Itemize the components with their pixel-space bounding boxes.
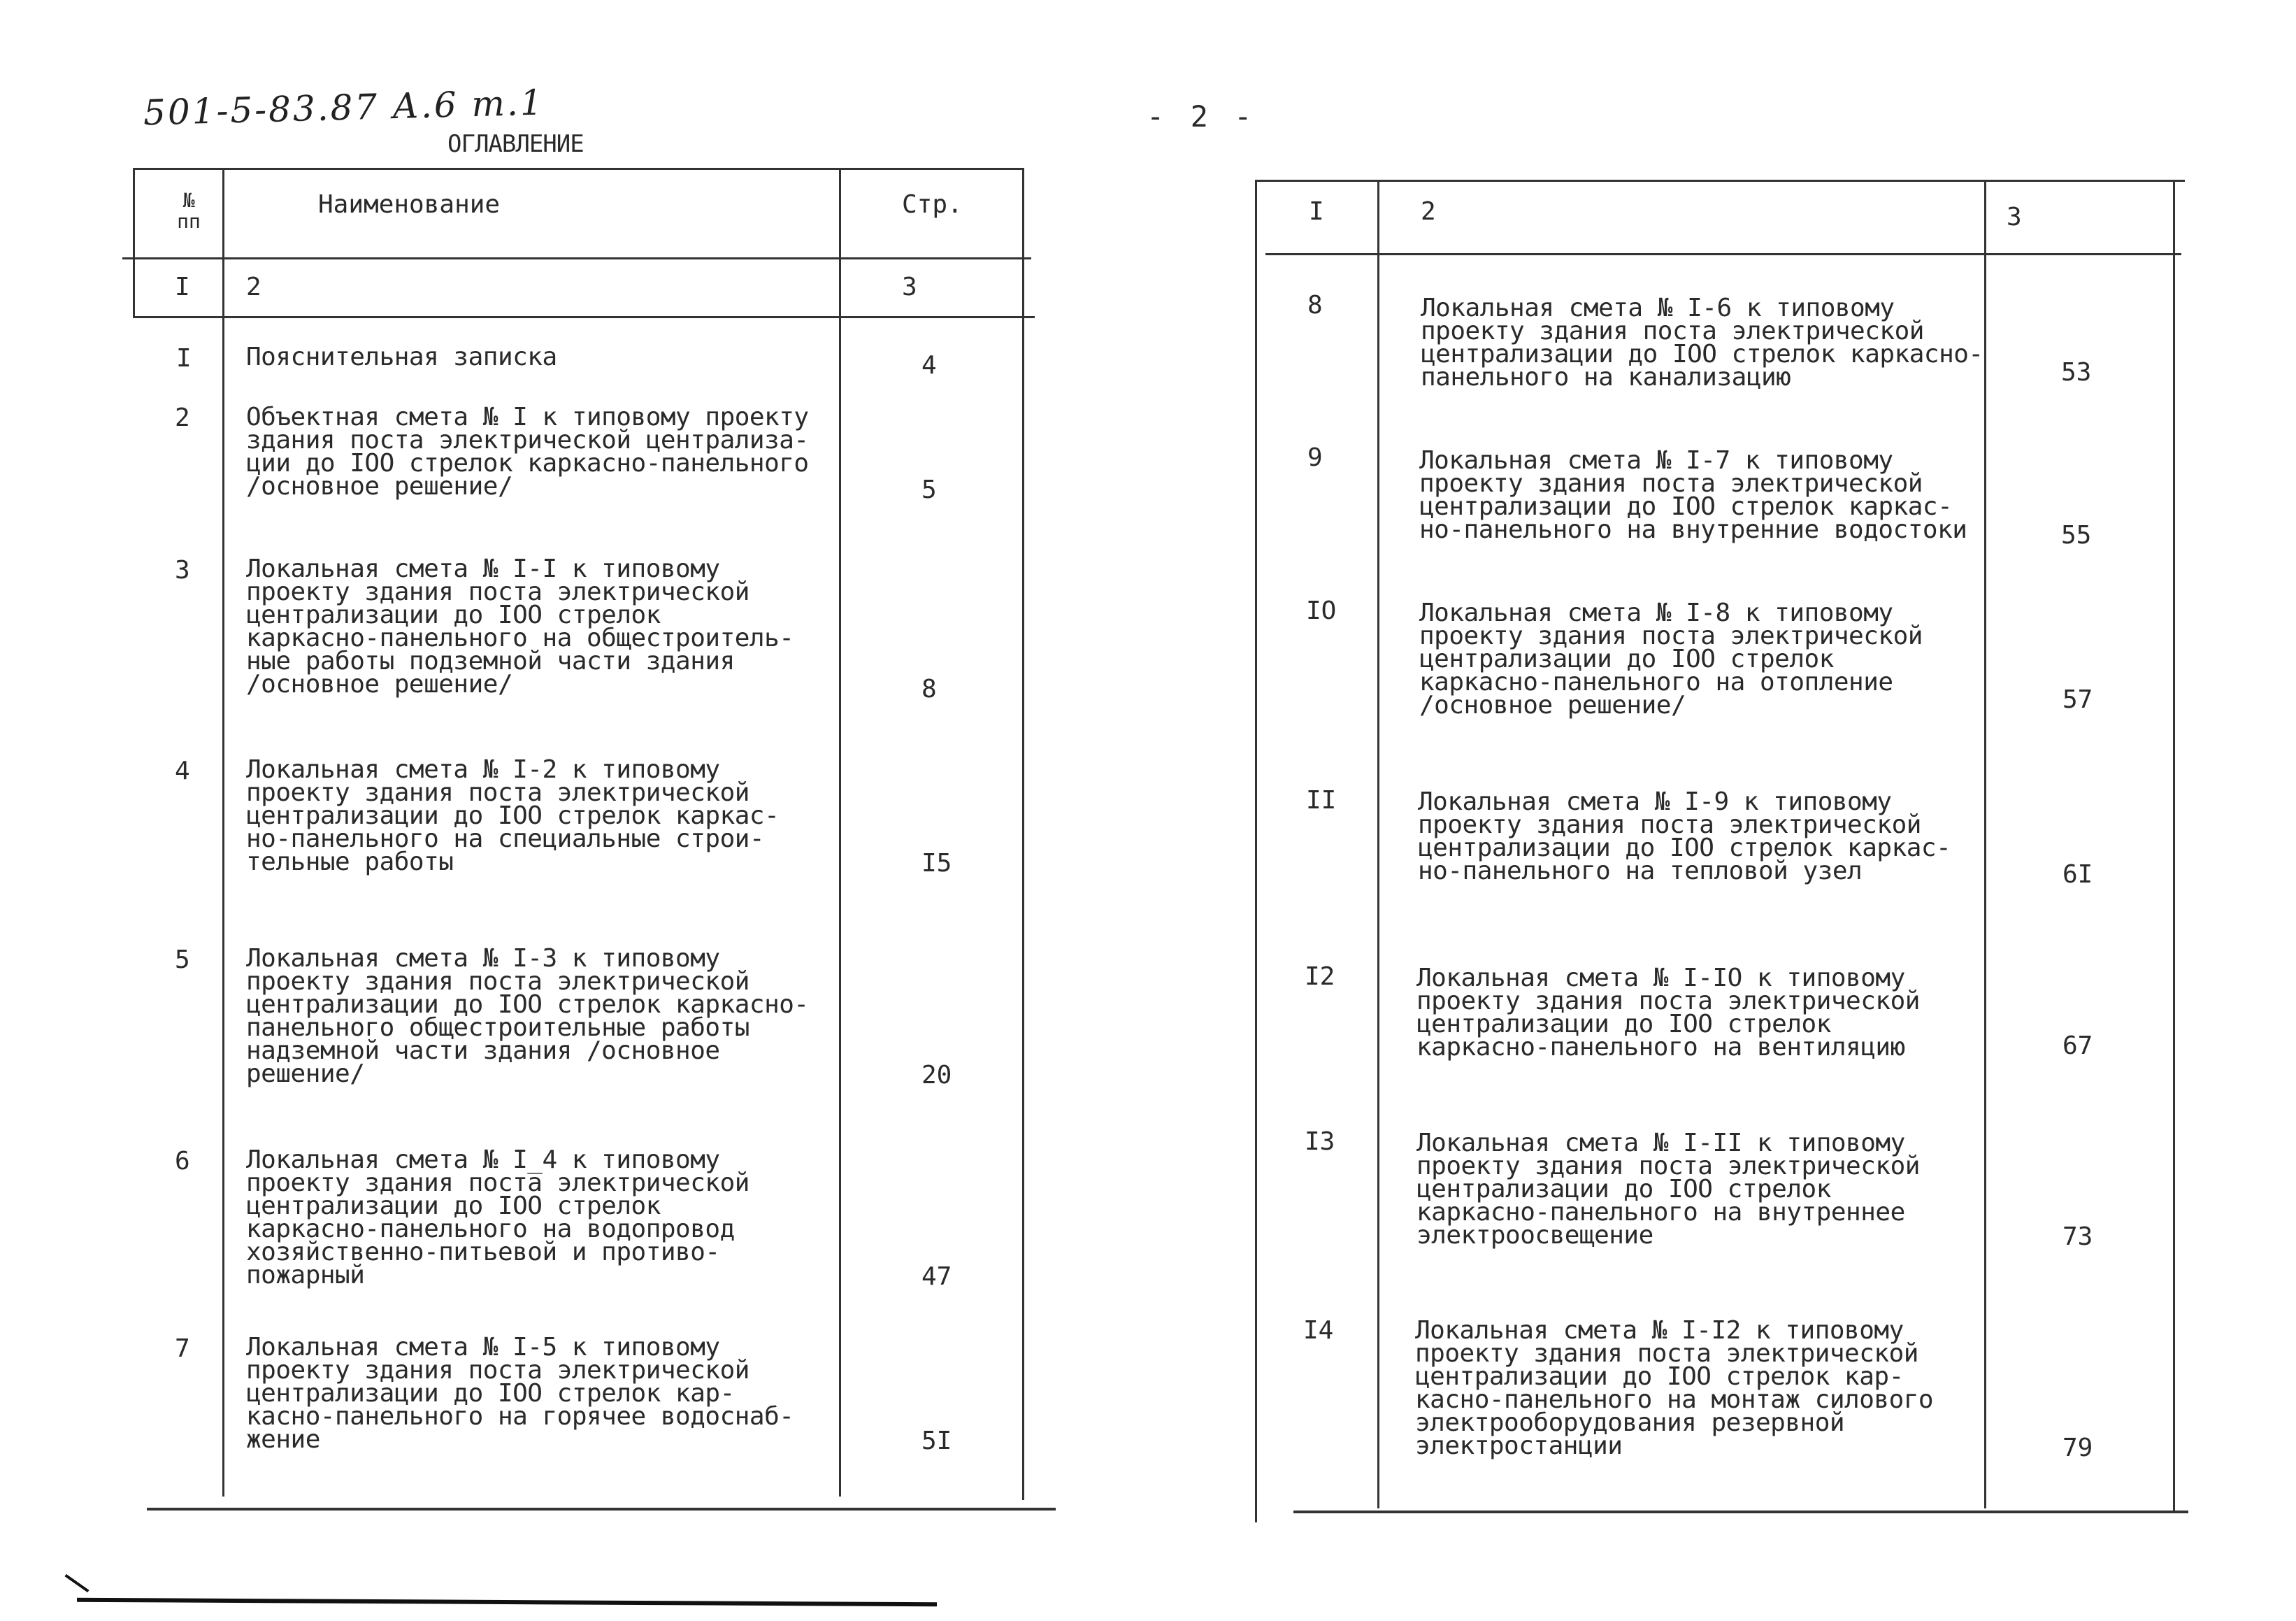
entry-num: I3 (1305, 1127, 1335, 1156)
entry-page: 53 (2061, 358, 2092, 387)
entry-page: 47 (921, 1262, 952, 1291)
entry-num: I4 (1303, 1316, 1334, 1345)
entry-text: Локальная смета № I-7 к типовому проекту здания поста электрической централизации до IOO стрелок каркас- но-панельного на внутренние водостоки (1419, 446, 1967, 544)
header-num: № пп (177, 189, 201, 233)
entry-text: Локальная смета № I-I к типовому проекту здания поста электрической централизации до IOO стрелок каркасно-панельного на общестроитель- ные работы подземной части здания /основное решение/ (246, 555, 794, 699)
colnum-num: I (1309, 197, 1324, 226)
entry-page: 5I (921, 1427, 952, 1455)
header-page: Стр. (902, 190, 963, 219)
entry-page: 55 (2061, 521, 2092, 550)
page-title: ОГЛАВЛЕНИЕ (447, 130, 584, 158)
colnum-num: I (175, 273, 190, 301)
entry-text: Локальная смета № I-5 к типовому проекту здания поста электрической централизации до IOO стрелок кар- касно-панельного на горячее водоснаб- жение (246, 1333, 794, 1454)
entry-num: 2 (175, 404, 190, 432)
document-code: 501-5-83.87 А.6 т.1 (143, 82, 545, 134)
entry-text: Локальная смета № I-9 к типовому проекту здания поста электрической централизации до IOO стрелок каркас- но-панельного на тепловой узел (1418, 787, 1951, 885)
entry-text: Локальная смета № I-I2 к типовому проекту здания поста электрической централизации до IOO стрелок кар- касно-панельного на монтаж силового электрооборудования резервной электростанции (1415, 1316, 1934, 1460)
header-name: Наименование (318, 190, 501, 219)
entry-page: I5 (921, 849, 952, 878)
entry-text: Объектная смета № I к типовому проекту здания поста электрической централиза- ции до IOO стрелок каркасно-панельного /основное решение/ (246, 403, 809, 501)
entry-page: 79 (2062, 1434, 2093, 1462)
entry-num: 4 (175, 757, 190, 785)
colnum-name: 2 (246, 273, 261, 301)
entry-page: 8 (921, 675, 937, 704)
entry-num: 6 (175, 1147, 190, 1176)
colnum-page: 3 (902, 273, 917, 301)
entry-num: 8 (1307, 291, 1323, 320)
page-number: - 2 - (1147, 99, 1256, 134)
entry-page: 5 (921, 476, 937, 504)
entry-text: Локальная смета № I-8 к типовому проекту здания поста электрической централизации до IOO стрелок каркасно-панельного на отопление /основное решение/ (1419, 599, 1923, 720)
entry-text: Локальная смета № I_4 к типовому проекту здания поста электрической централизации до IOO стрелок каркасно-панельного на водопровод хозяйственно-питьевой и противо- пожарный (246, 1145, 749, 1290)
entry-text: Локальная смета № I-6 к типовому проекту здания поста электрической централизации до IOO стрелок каркасно- панельного на канализацию (1421, 294, 1983, 392)
entry-page: 4 (921, 351, 937, 380)
entry-text: Пояснительная записка (246, 343, 557, 371)
entry-num: II (1306, 786, 1337, 815)
entry-text: Локальная смета № I-IO к типовому проекту здания поста электрической централизации до IOO стрелок каркасно-панельного на вентиляцию (1416, 964, 1920, 1062)
entry-num: 9 (1307, 443, 1323, 472)
scan-artifact-mark (64, 1574, 89, 1592)
scan-artifact-line (77, 1598, 937, 1606)
colnum-name: 2 (1421, 197, 1436, 226)
entry-num: I2 (1305, 962, 1335, 991)
entry-num: 5 (175, 945, 190, 974)
entry-page: 20 (921, 1061, 952, 1090)
entry-page: 57 (2062, 685, 2093, 714)
entry-num: 7 (175, 1334, 190, 1363)
entry-text: Локальная смета № I-3 к типовому проекту здания поста электрической централизации до IOO стрелок каркасно- панельного общестроительные работы надземной части здания /основное решение/ (246, 944, 809, 1088)
entry-num: I (176, 344, 192, 373)
entry-page: 67 (2062, 1031, 2093, 1060)
entry-page: 6I (2062, 860, 2093, 889)
entry-num: 3 (175, 556, 190, 585)
colnum-page: 3 (2007, 203, 2022, 231)
entry-text: Локальная смета № I-2 к типовому проекту здания поста электрической централизации до IOO стрелок каркас- но-панельного на специальные строи- тельные работы (246, 755, 780, 876)
entry-num: IO (1306, 597, 1337, 625)
entry-text: Локальная смета № I-II к типовому проекту здания поста электрической централизации до IOO стрелок каркасно-панельного на внутреннее электроосвещение (1416, 1129, 1920, 1250)
entry-page: 73 (2062, 1222, 2093, 1251)
